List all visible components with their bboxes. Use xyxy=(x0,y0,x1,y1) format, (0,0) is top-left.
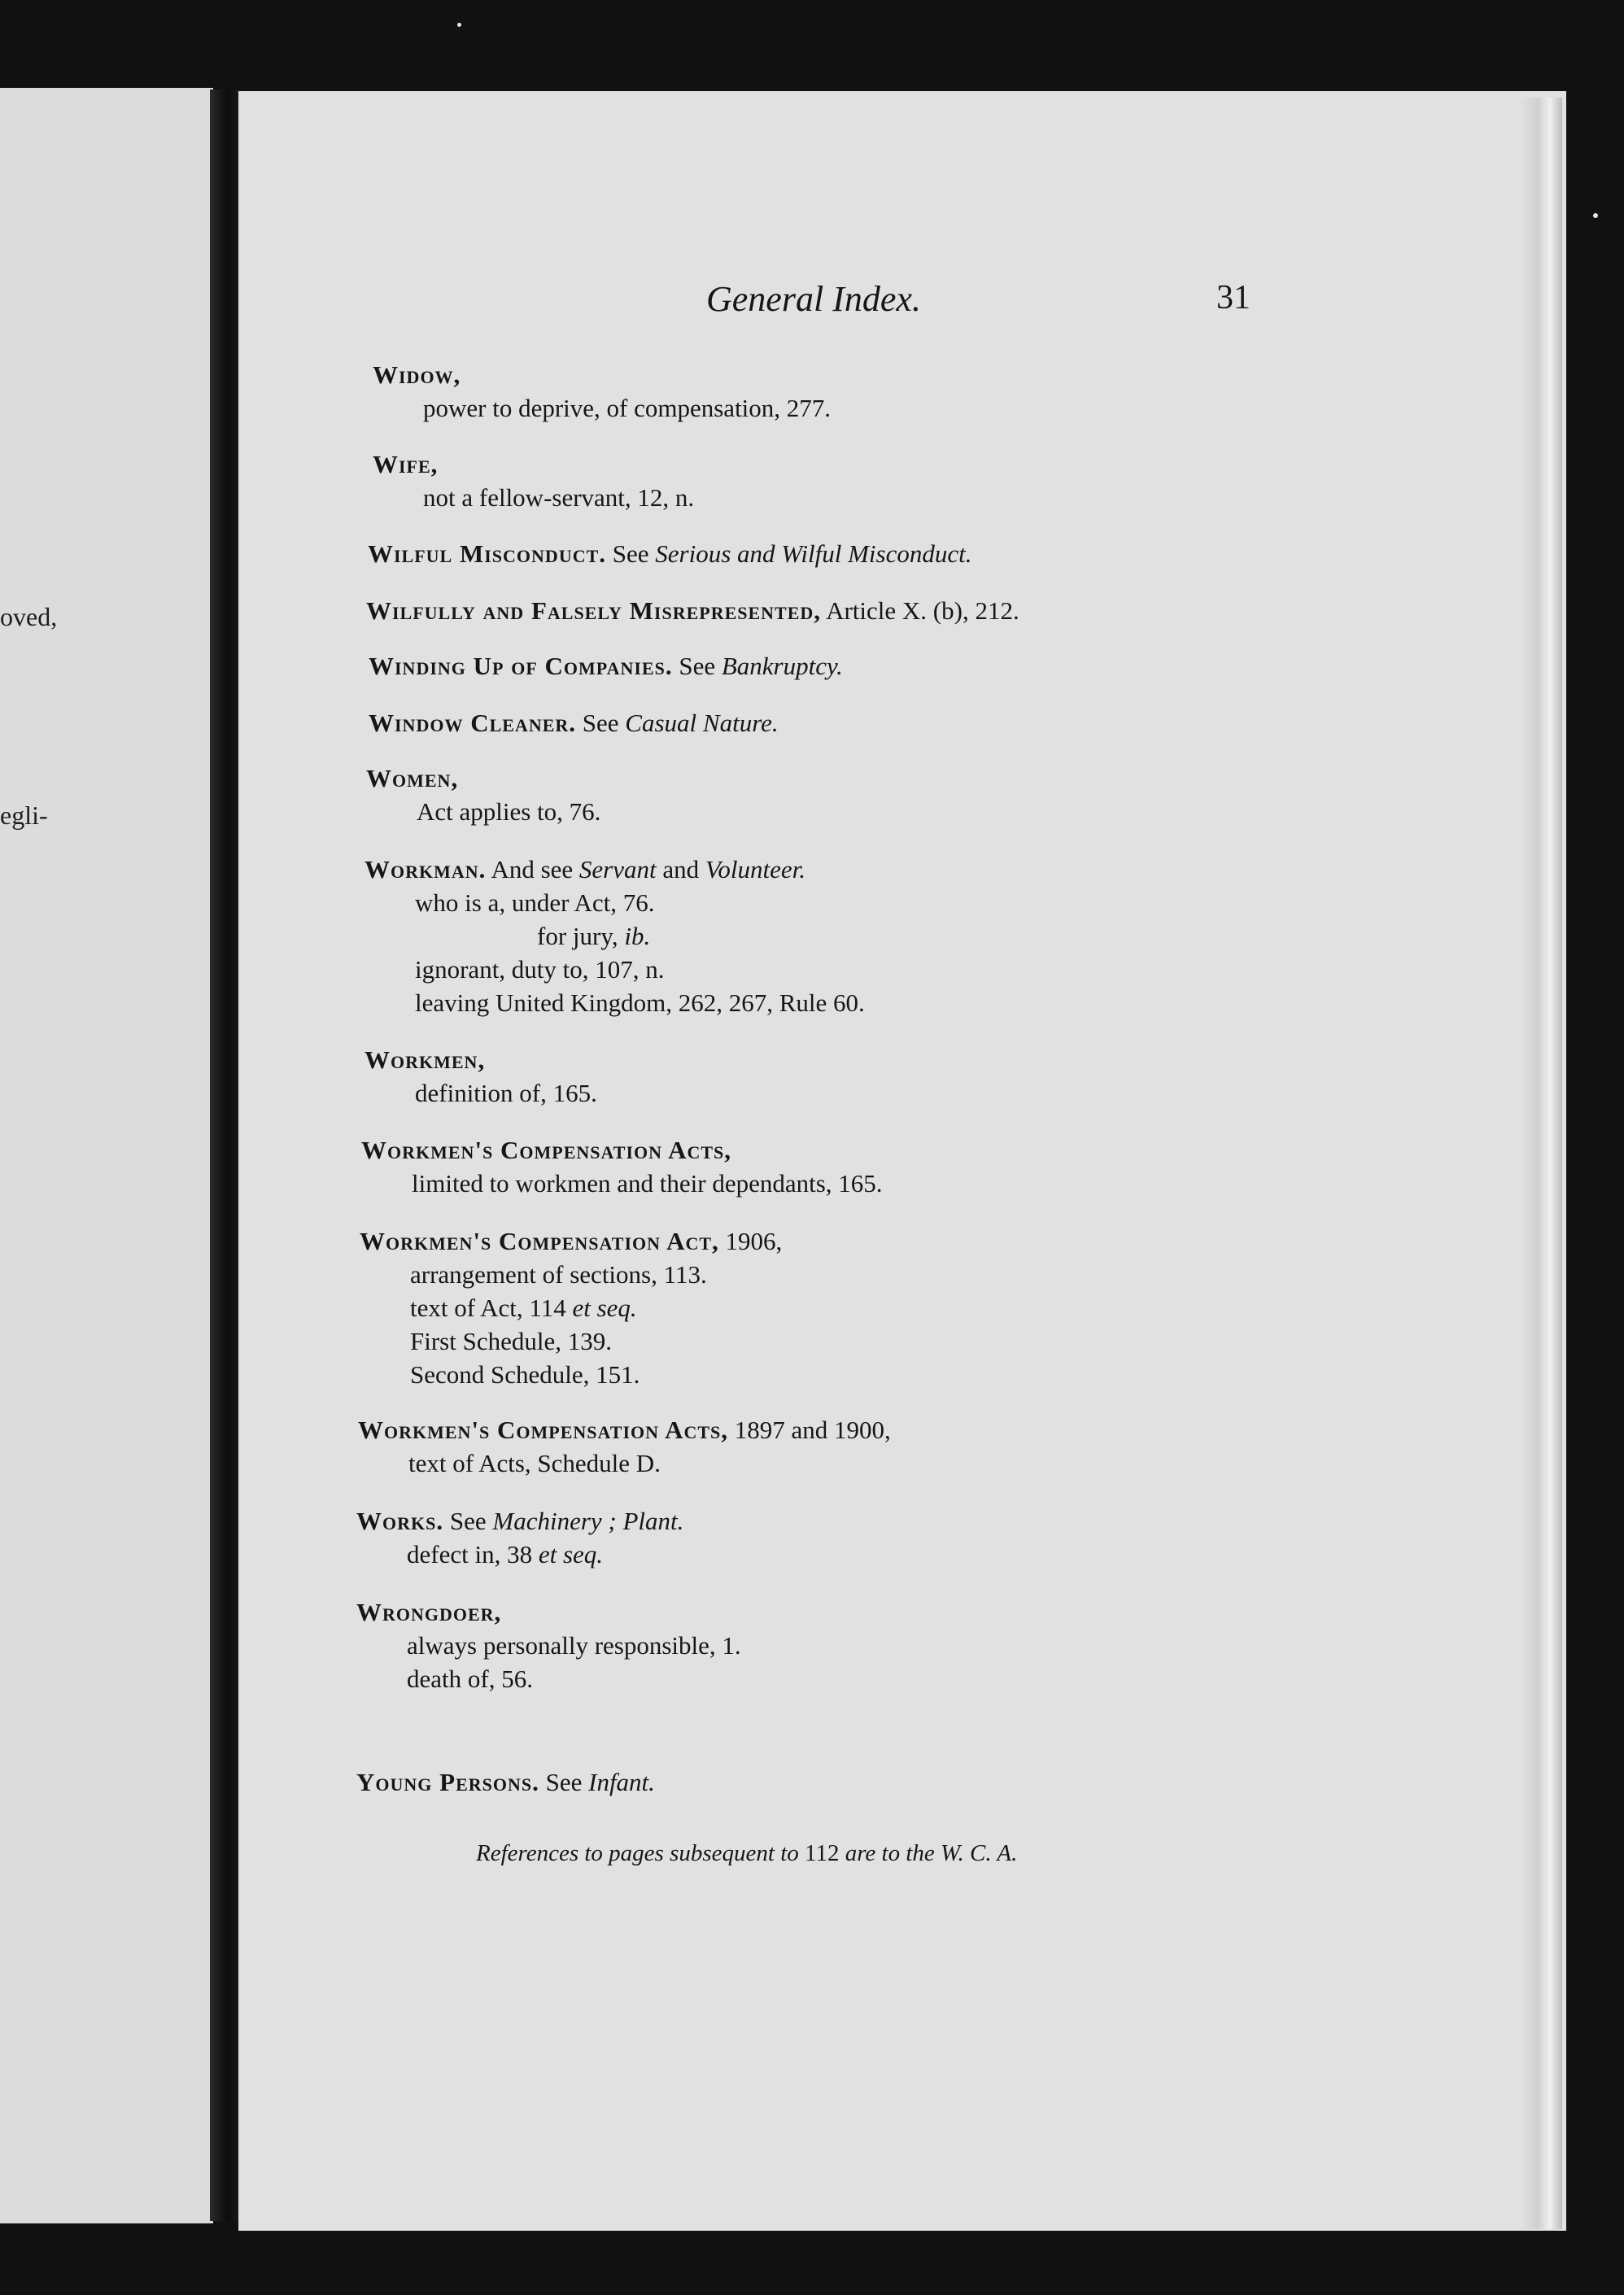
text-segment: death of, 56. xyxy=(407,1665,533,1693)
index-entry-workman xyxy=(365,853,865,1019)
footnote-text-before: References to pages subsequent to xyxy=(476,1840,805,1866)
index-entry-window-cleaner xyxy=(369,706,779,740)
italic-reference: Infant. xyxy=(588,1768,655,1796)
italic-reference: et seq. xyxy=(538,1540,604,1569)
entry-subheading xyxy=(356,1629,741,1662)
entry-heading-line xyxy=(368,537,972,570)
text-segment: See xyxy=(672,652,722,680)
text-segment: limited to workmen and their dependants, 165. xyxy=(412,1169,883,1198)
entry-subheading xyxy=(360,1324,782,1358)
index-entry-young-persons xyxy=(356,1765,655,1799)
text-segment: text of Acts, Schedule D. xyxy=(408,1449,661,1477)
text-segment: not a fellow-servant, 12, n. xyxy=(423,483,695,512)
left-page xyxy=(0,88,213,2223)
entry-subheading xyxy=(365,986,865,1019)
text-segment: Article X. (b), 212. xyxy=(821,596,1019,625)
italic-reference: Casual Nature. xyxy=(625,709,779,737)
entry-heading: Workmen's Compensation Acts, xyxy=(361,1136,731,1164)
text-segment: leaving United Kingdom, 262, 267, Rule 60. xyxy=(415,988,865,1017)
page-number: 31 xyxy=(1216,279,1251,316)
entry-heading: Wife, xyxy=(373,450,439,478)
index-entry-workmen xyxy=(365,1043,597,1110)
text-segment: for jury, xyxy=(537,922,625,950)
index-entry-wca-1897 xyxy=(358,1413,891,1480)
footnote xyxy=(476,1840,1017,1867)
text-segment: definition of, 165. xyxy=(415,1079,597,1107)
entry-heading-line xyxy=(373,358,831,391)
text-segment: 1897 and 1900, xyxy=(728,1416,891,1444)
text-segment: See xyxy=(443,1507,493,1535)
left-page-fragment: oved, xyxy=(0,602,58,631)
italic-reference: Volunteer. xyxy=(705,855,806,884)
entry-subheading xyxy=(365,886,865,919)
left-page-fragment: egli- xyxy=(0,801,48,830)
entry-heading-line xyxy=(373,447,694,481)
entry-heading-line xyxy=(369,706,779,740)
entry-heading: Women, xyxy=(366,764,459,792)
entry-heading-line xyxy=(369,649,843,683)
entry-heading-line xyxy=(356,1595,741,1629)
entry-heading-line xyxy=(360,1224,782,1258)
index-entry-wilfully-misrepresented xyxy=(366,594,1019,627)
entry-heading: Winding Up of Companies. xyxy=(369,652,673,680)
page-edge xyxy=(1521,98,1562,2229)
entry-subheading xyxy=(373,391,831,425)
index-entry-wilful-misconduct xyxy=(368,537,972,570)
entry-subheading xyxy=(365,919,865,953)
entry-heading-line xyxy=(365,1043,597,1076)
running-head xyxy=(0,278,1624,327)
entry-subheading xyxy=(366,795,600,828)
index-entry-wca-acts xyxy=(361,1133,883,1200)
entry-heading-line xyxy=(361,1133,883,1167)
entry-heading-line xyxy=(356,1504,683,1538)
text-segment: See xyxy=(576,709,626,737)
index-entry-wrongdoer xyxy=(356,1595,741,1695)
footnote-number: 112 xyxy=(805,1840,840,1866)
book-gutter xyxy=(210,89,239,2221)
entry-heading-line xyxy=(365,853,865,886)
entry-heading: Works. xyxy=(356,1507,444,1535)
text-segment: See xyxy=(606,539,656,568)
text-segment: Act applies to, 76. xyxy=(417,797,601,826)
footnote-text-after: are to the W. C. A. xyxy=(839,1840,1018,1866)
entry-subheading xyxy=(360,1358,782,1391)
paper-speck xyxy=(1593,213,1598,218)
entry-heading: Widow, xyxy=(373,360,461,389)
page-title: General Index. xyxy=(706,279,921,319)
text-segment: First Schedule, 139. xyxy=(410,1327,612,1355)
entry-subheading xyxy=(365,953,865,986)
text-segment: ignorant, duty to, 107, n. xyxy=(415,955,665,984)
entry-heading-line xyxy=(356,1765,655,1799)
index-entry-widow xyxy=(373,358,831,425)
text-segment: power to deprive, of compensation, 277. xyxy=(423,394,832,422)
text-segment: Second Schedule, 151. xyxy=(410,1360,640,1389)
italic-reference: Serious and Wilful Misconduct. xyxy=(655,539,972,568)
index-entry-wife xyxy=(373,447,694,514)
entry-heading: Workmen, xyxy=(365,1045,486,1074)
text-segment: text of Act, 114 xyxy=(410,1294,573,1322)
italic-reference: Servant xyxy=(578,855,657,884)
entry-subheading xyxy=(373,481,694,514)
index-entry-works xyxy=(356,1504,683,1571)
text-segment: defect in, 38 xyxy=(407,1540,539,1569)
entry-subheading xyxy=(358,1446,891,1480)
entry-heading: Workmen's Compensation Act, xyxy=(360,1227,719,1255)
entry-heading-line xyxy=(366,594,1019,627)
entry-subheading xyxy=(361,1167,883,1200)
entry-heading: Wrongdoer, xyxy=(356,1598,502,1626)
text-segment: who is a, under Act, 76. xyxy=(415,888,655,917)
paper-speck xyxy=(457,23,461,27)
entry-heading: Window Cleaner. xyxy=(369,709,577,737)
entry-subheading xyxy=(356,1662,741,1695)
italic-reference: et seq. xyxy=(572,1294,637,1322)
index-entry-wca-1906 xyxy=(360,1224,782,1391)
text-segment: always personally responsible, 1. xyxy=(407,1631,741,1660)
italic-reference: ib. xyxy=(624,922,651,950)
entry-heading: Workman. xyxy=(365,855,487,884)
text-segment: 1906, xyxy=(718,1227,783,1255)
entry-heading: Wilfully and Falsely Misrepresented, xyxy=(366,596,822,625)
index-entry-women xyxy=(366,761,600,828)
entry-subheading xyxy=(360,1291,782,1324)
entry-subheading xyxy=(360,1258,782,1291)
text-segment: See xyxy=(539,1768,589,1796)
entry-heading-line xyxy=(358,1413,891,1446)
entry-heading-line xyxy=(366,761,600,795)
text-segment: and xyxy=(656,855,705,884)
text-segment: And see xyxy=(486,855,579,884)
entry-heading: Workmen's Compensation Acts, xyxy=(358,1416,728,1444)
entry-subheading xyxy=(356,1538,683,1571)
entry-heading: Young Persons. xyxy=(356,1768,539,1796)
entry-subheading xyxy=(365,1076,597,1110)
entry-heading: Wilful Misconduct. xyxy=(368,539,607,568)
index-entry-winding-up xyxy=(369,649,843,683)
italic-reference: Machinery ; Plant. xyxy=(492,1507,684,1535)
italic-reference: Bankruptcy. xyxy=(721,652,843,680)
text-segment: arrangement of sections, 113. xyxy=(410,1260,707,1289)
